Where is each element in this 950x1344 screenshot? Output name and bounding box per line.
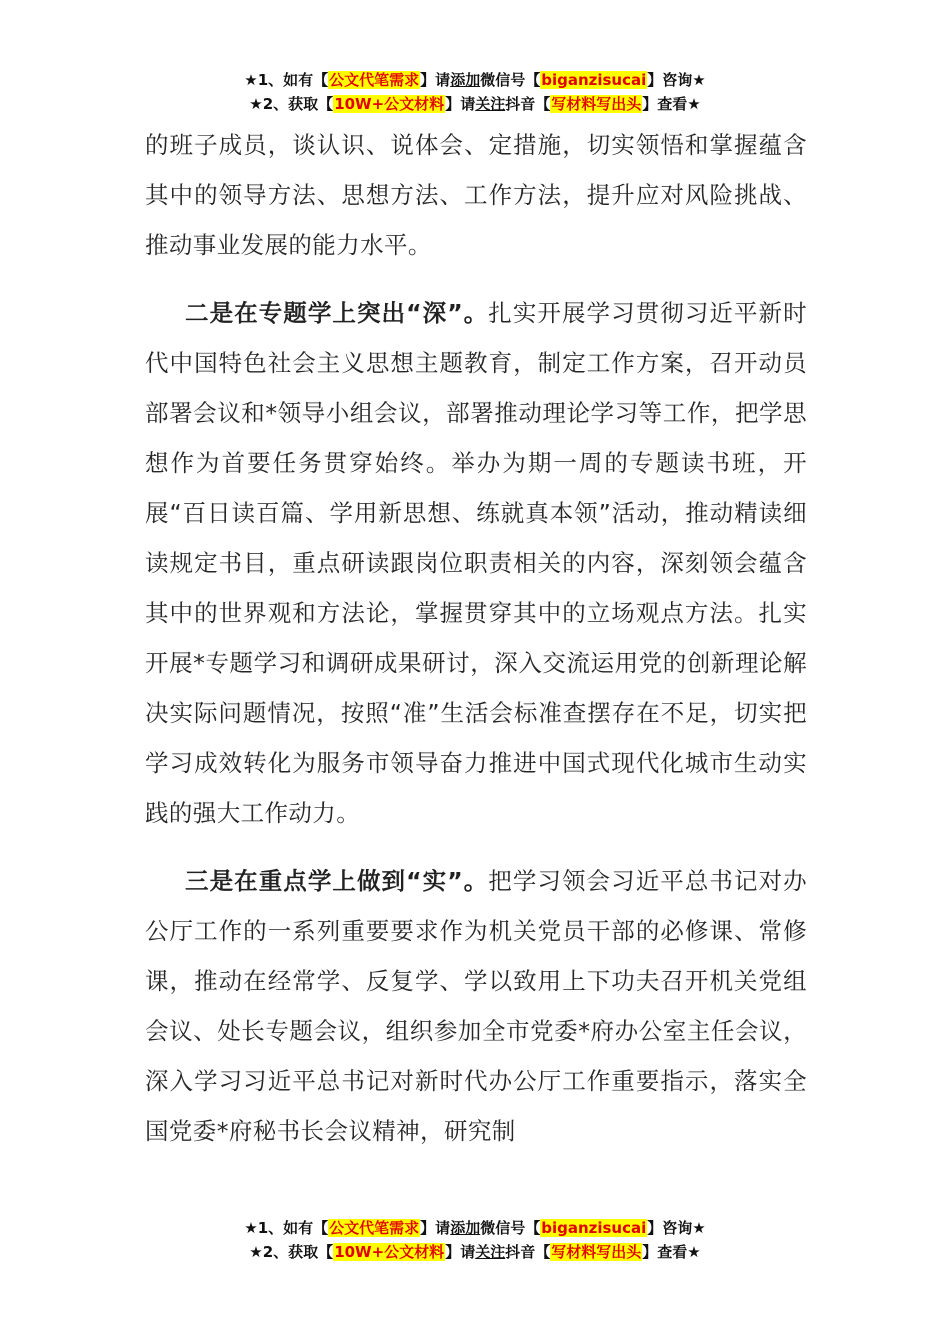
- underlined-text: 关注: [475, 95, 506, 113]
- highlight-text: 写材料写出头: [551, 1243, 642, 1261]
- banner-line-2: [0, 92, 950, 116]
- paragraph-2-body: 扎实开展学习贯彻习近平新时代中国特色社会主义思想主题教育，制定工作方案，召开动员部署会议和*领导小组会议，部署推动理论学习等工作，把学思想作为首要任务贯穿始终。举办为期一周的专题读书班，开展“百日读百篇、学用新思想、练就真本领”活动，推动精读细读规定书目，重点研读跟岗位职责相关的内容，深刻领会蕴含其中的世界观和方法论，掌握贯穿其中的立场观点方法。扎实开展*专题学习和调研成果研讨，深入交流运用党的创新理论解决实际问题情况，按照“准”生活会标准查摆存在不足，切实把学习成效转化为服务市领导奋力推进中国式现代化城市生动实践的强大工作动力。: [145, 299, 807, 827]
- header-banner: [0, 68, 950, 116]
- banner-line-2: [0, 1240, 950, 1264]
- paragraph-2-heading: 二是在专题学上突出“深”。: [185, 299, 489, 327]
- highlight-text: 公文代笔需求: [329, 71, 420, 89]
- banner-text: 】请: [420, 71, 451, 89]
- underlined-text: 添加: [450, 71, 481, 89]
- banner-text: ★2、获取【: [249, 1243, 334, 1261]
- highlight-text: 10W+公文材料: [334, 1243, 445, 1261]
- highlight-text: biganzisucai: [541, 71, 647, 89]
- banner-text: 微信号【: [480, 71, 541, 89]
- highlight-text: 10W+公文材料: [334, 95, 445, 113]
- underlined-text: 添加: [450, 1219, 481, 1237]
- paragraph-3: [145, 856, 807, 1156]
- banner-text: ★1、如有【: [244, 1219, 329, 1237]
- highlight-text: biganzisucai: [541, 1219, 647, 1237]
- highlight-text: 写材料写出头: [551, 95, 642, 113]
- banner-text: 】咨询★: [647, 71, 706, 89]
- banner-text: 】请: [445, 95, 476, 113]
- banner-text: ★1、如有【: [244, 71, 329, 89]
- banner-text: 抖音【: [505, 95, 551, 113]
- paragraph-3-body: 把学习领会习近平总书记对办公厅工作的一系列重要要求作为机关党员干部的必修课、常修课，推动在经常学、反复学、学以致用上下功夫召开机关党组会议、处长专题会议，组织参加全市党委*府办公室主任会议，深入学习习近平总书记对新时代办公厅工作重要指示，落实全国党委*府秘书长会议精神，研究制: [145, 867, 807, 1145]
- banner-text: 】请: [445, 1243, 476, 1261]
- banner-text: 】请: [420, 1219, 451, 1237]
- banner-text: 抖音【: [505, 1243, 551, 1261]
- banner-text: 】查看★: [642, 1243, 701, 1261]
- paragraph-3-heading: 三是在重点学上做到“实”。: [185, 867, 489, 895]
- paragraph-2: [145, 288, 807, 838]
- highlight-text: 公文代笔需求: [329, 1219, 420, 1237]
- underlined-text: 关注: [475, 1243, 506, 1261]
- banner-line-1: [0, 68, 950, 92]
- document-body: [145, 120, 807, 1156]
- banner-text: ★2、获取【: [249, 95, 334, 113]
- banner-text: 】查看★: [642, 95, 701, 113]
- banner-text: 微信号【: [480, 1219, 541, 1237]
- footer-banner: [0, 1216, 950, 1264]
- banner-text: 】咨询★: [647, 1219, 706, 1237]
- paragraph-1: 的班子成员，谈认识、说体会、定措施，切实领悟和掌握蕴含其中的领导方法、思想方法、工作方法，提升应对风险挑战、推动事业发展的能力水平。: [145, 131, 807, 259]
- banner-line-1: [0, 1216, 950, 1240]
